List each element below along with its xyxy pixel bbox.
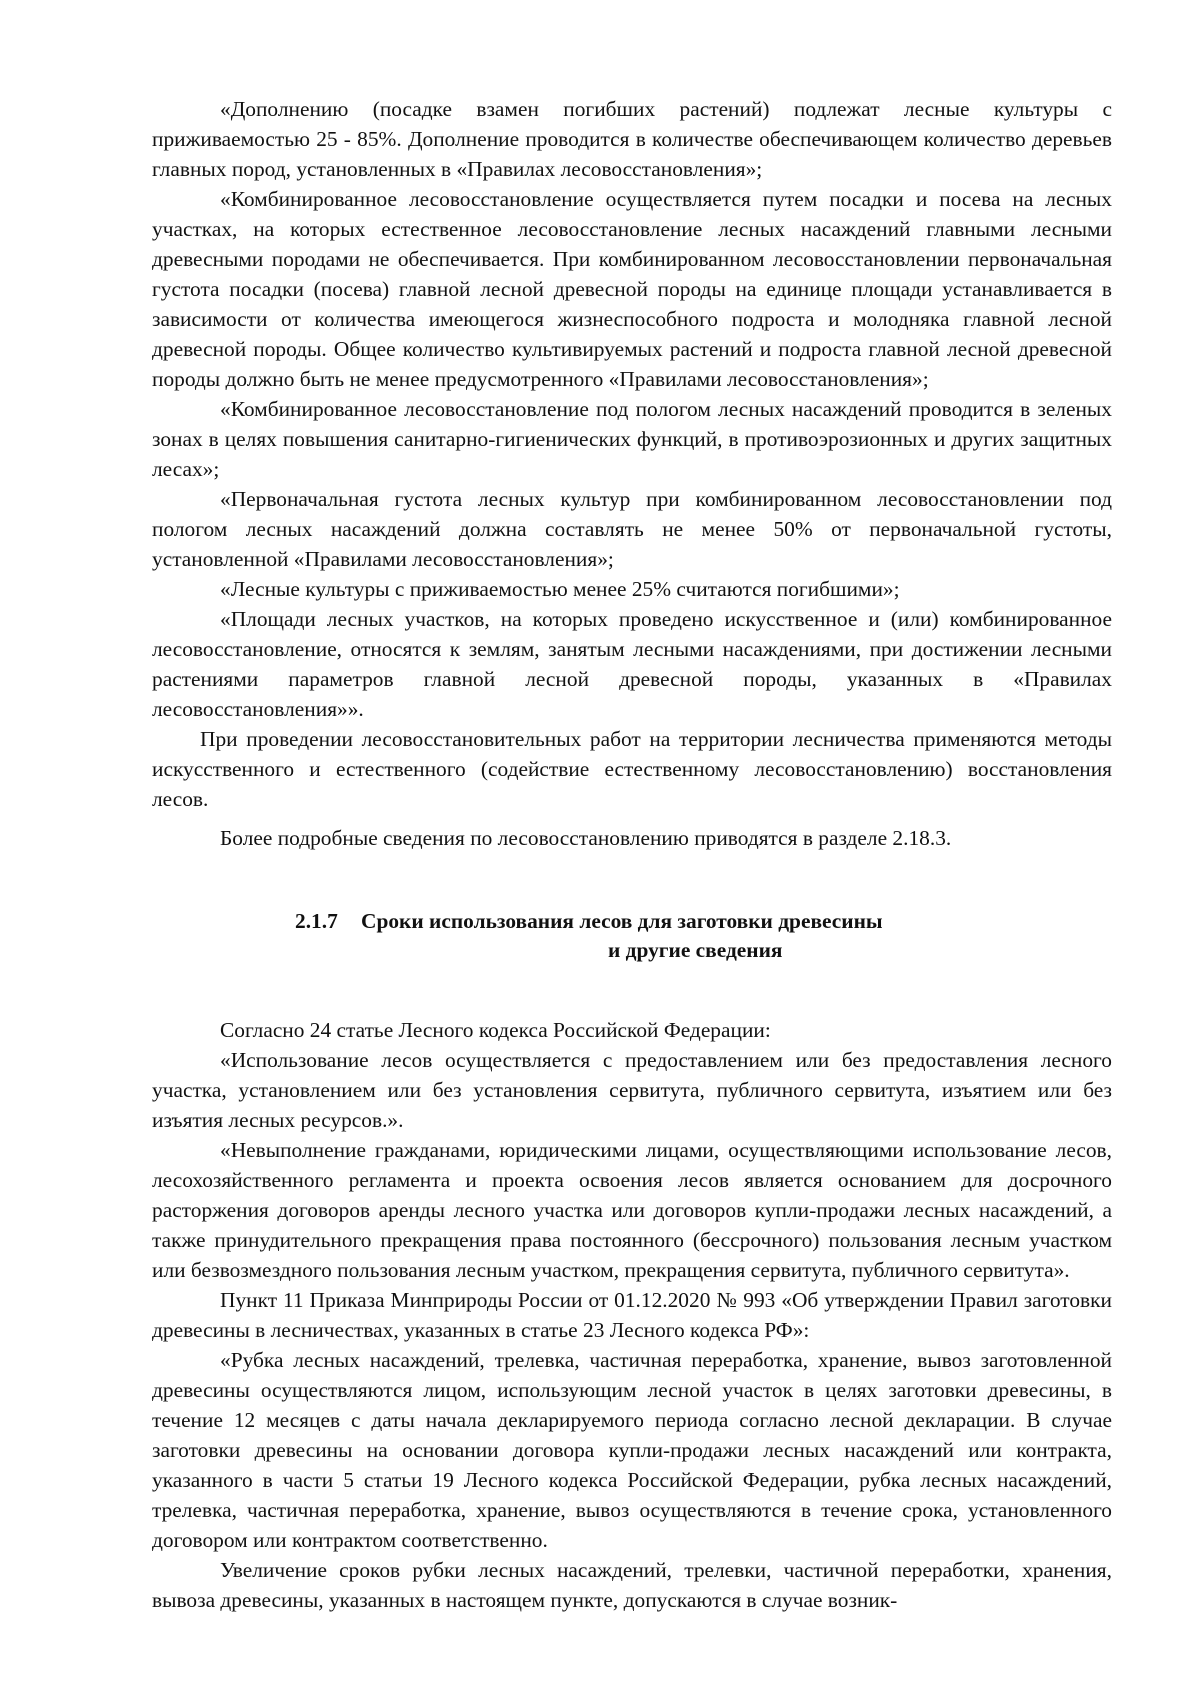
- paragraph-methods: При проведении лесовосстановительных работ на территории лесничества применяются методы искусственного и естественного (содействие естественному лесовосстановлению) восстановления лесов.: [152, 727, 1112, 811]
- paragraph-order-993: Пункт 11 Приказа Минприроды России от 01.12.2020 № 993 «Об утверждении Правил заготовки древесины в лесничествах, указанных в статье 23 Лесного кодекса РФ»:: [152, 1288, 1112, 1342]
- paragraph-term-extension: Увеличение сроков рубки лесных насаждений, трелевки, частичной переработки, хранения, вывоза древесины, указанных в настоящем пункте, допускаются в случае возник-: [152, 1558, 1112, 1612]
- paragraph-dead-cultures: «Лесные культуры с приживаемостью менее 25% считаются погибшими»;: [220, 577, 900, 601]
- section-number: 2.1.7: [295, 909, 338, 933]
- section-heading: [152, 907, 1112, 965]
- paragraph-non-compliance: «Невыполнение гражданами, юридическими лицами, осуществляющими использование лесов, лесохозяйственного регламента и проекта освоения лесов является основанием для досрочного расторжения договоров аренды лесного участка или договоров купли-продажи лесных насаждений, а также принудительного прекращения права постоянного (бессрочного) пользования лесным участком или безвозмездного пользования лесным участком, прекращения сервитута, публичного сервитута».: [152, 1138, 1112, 1282]
- section-heading-line1: [152, 907, 1112, 936]
- paragraph-reference: Более подробные сведения по лесовосстановлению приводятся в разделе 2.18.3.: [220, 826, 952, 850]
- paragraph-combined-reforestation: «Комбинированное лесовосстановление осуществляется путем посадки и посева на лесных участках, на которых естественное лесовосстановление лесных насаждений главными лесными древесными породами не обеспечивается. При комбинированном лесовосстановлении первоначальная густота посадки (посева) главной лесной древесной породы на единице площади устанавливается в зависимости от количества имеющегося жизнеспособного подроста и молодняка главной лесной древесной породы. Общее количество культивируемых растений и подроста главной лесной древесной породы должно быть не менее предусмотренного «Правилами лесовосстановления»;: [152, 187, 1112, 391]
- paragraph-replanting: «Дополнению (посадке взамен погибших растений) подлежат лесные культуры с приживаемостью 25 - 85%. Дополнение проводится в количестве обеспечивающем количество деревьев главных пород, установленных в «Правилах лесовосстановления»;: [152, 97, 1112, 181]
- section-title-line1: Сроки использования лесов для заготовки древесины: [361, 909, 883, 933]
- document-page: [152, 94, 1112, 1615]
- paragraph-forested-lands: «Площади лесных участков, на которых проведено искусственное и (или) комбинированное лесовосстановление, относятся к землям, занятым лесными насаждениями, при достижении лесными растениями параметров главной лесной древесной породы, указанных в «Правилах лесовосстановления»».: [152, 607, 1112, 721]
- paragraph-article-24: Согласно 24 статье Лесного кодекса Российской Федерации:: [220, 1018, 771, 1042]
- section-title-line2: и другие сведения: [608, 938, 783, 962]
- paragraph-logging-terms: «Рубка лесных насаждений, трелевка, частичная переработка, хранение, вывоз заготовленной древесины осуществляются лицом, использующим лесной участок в целях заготовки древесины, в течение 12 месяцев с даты начала декларируемого периода согласно лесной декларации. В случае заготовки древесины на основании договора купли-продажи лесных насаждений или контракта, указанного в части 5 статьи 19 Лесного кодекса Российской Федерации, рубка лесных насаждений, трелевка, частичная переработка, хранение, вывоз осуществляются в течение срока, установленного договором или контрактом соответственно.: [152, 1348, 1112, 1552]
- paragraph-forest-use: «Использование лесов осуществляется с предоставлением или без предоставления лесного участка, установлением или без установления сервитута, публичного сервитута, изъятием или без изъятия лесных ресурсов.».: [152, 1048, 1112, 1132]
- paragraph-under-canopy: «Комбинированное лесовосстановление под пологом лесных насаждений проводится в зеленых зонах в целях повышения санитарно-гигиенических функций, в противоэрозионных и других защитных лесах»;: [152, 397, 1112, 481]
- paragraph-initial-density: «Первоначальная густота лесных культур при комбинированном лесовосстановлении под пологом лесных насаждений должна составлять не менее 50% от первоначальной густоты, установленной «Правилами лесовосстановления»;: [152, 487, 1112, 571]
